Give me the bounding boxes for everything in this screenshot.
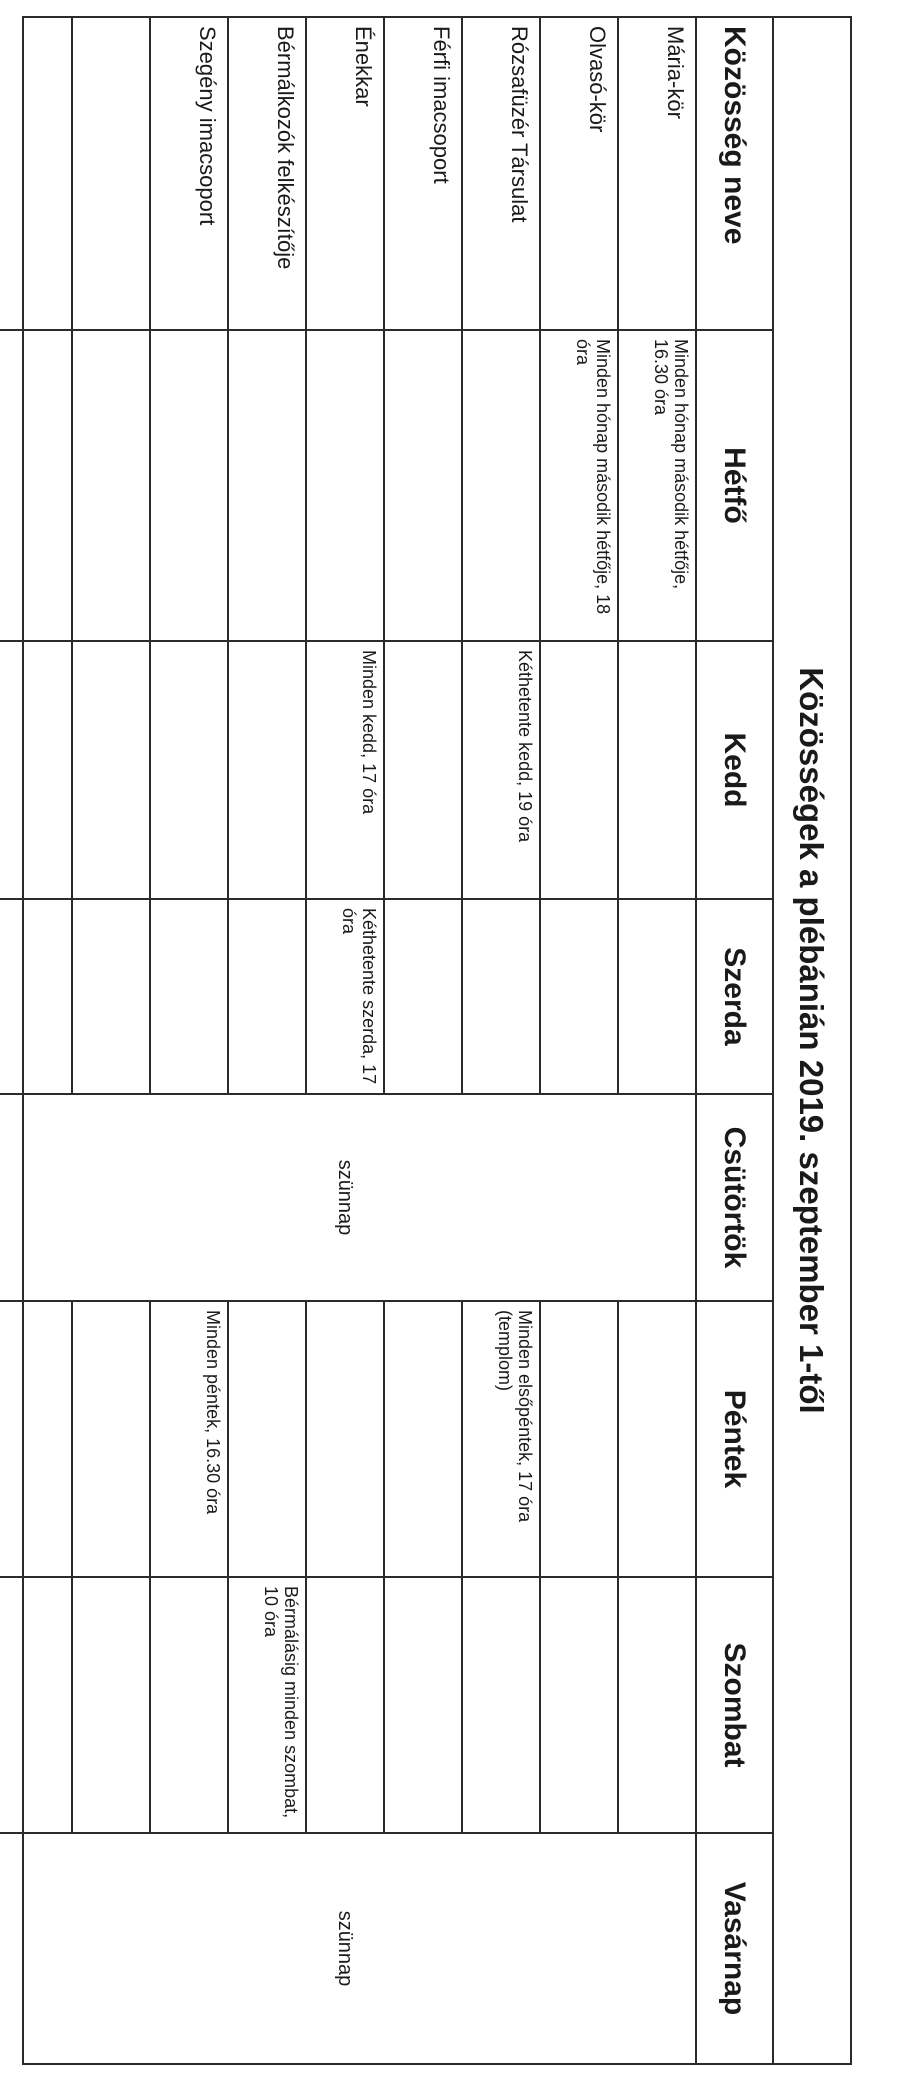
- community-name: Énekkar: [306, 18, 384, 330]
- table-row: [150, 18, 228, 2063]
- cell-wednesday: [384, 899, 462, 1094]
- community-name: Szegény imacsoport: [150, 18, 228, 330]
- cell-tuesday: [150, 641, 228, 899]
- community-name: Mária-kör: [618, 18, 696, 330]
- cell-wednesday: [228, 899, 306, 1094]
- cell-wednesday: [150, 899, 228, 1094]
- header-tuesday: Kedd: [696, 641, 772, 899]
- table-row: [462, 18, 540, 2063]
- header-thursday: Csütörtök: [696, 1094, 772, 1301]
- cell-saturday: [150, 1577, 228, 1833]
- page-title: Közösségek a plébánián 2019. szeptember 1-től: [772, 18, 850, 2063]
- cell-monday: [462, 330, 540, 641]
- cell-tuesday: Kéthetente kedd, 19 óra: [462, 641, 540, 899]
- cell-tuesday: [618, 641, 696, 899]
- table-row: [618, 18, 696, 2063]
- cell-wednesday: [618, 899, 696, 1094]
- cell-friday: [540, 1301, 618, 1577]
- cell-friday: [384, 1301, 462, 1577]
- table-row: [0, 18, 72, 2063]
- cell-saturday: Bérmálásig minden szombat, 10 óra: [228, 1577, 306, 1833]
- table-row: [72, 18, 150, 2063]
- community-name: Férfi imacsoport: [384, 18, 462, 330]
- schedule-table: [0, 18, 772, 2063]
- cell-friday: Minden elsőpéntek, 17 óra (templom): [462, 1301, 540, 1577]
- cell-monday: [0, 330, 72, 641]
- header-friday: Péntek: [696, 1301, 772, 1577]
- header-monday: Hétfő: [696, 330, 772, 641]
- table-row: [384, 18, 462, 2063]
- community-name: [72, 18, 150, 330]
- cell-saturday: [618, 1577, 696, 1833]
- table-row: [540, 18, 618, 2063]
- header-community-name: Közösség neve: [696, 18, 772, 330]
- cell-saturday: [384, 1577, 462, 1833]
- header-saturday: Szombat: [696, 1577, 772, 1833]
- cell-tuesday: [72, 641, 150, 899]
- table-row: [306, 18, 384, 2063]
- cell-saturday: [306, 1577, 384, 1833]
- community-name: Rózsafüzér Társulat: [462, 18, 540, 330]
- cell-wednesday: [540, 899, 618, 1094]
- table-row: [228, 18, 306, 2063]
- cell-monday: Minden hónap második hétfője, 18 óra: [540, 330, 618, 641]
- cell-saturday: [462, 1577, 540, 1833]
- cell-tuesday: [228, 641, 306, 899]
- header-sunday: Vasárnap: [696, 1833, 772, 2063]
- cell-friday: Minden péntek, 16.30 óra: [150, 1301, 228, 1577]
- schedule-sheet: [22, 16, 852, 2065]
- cell-monday: [150, 330, 228, 641]
- cell-friday: [306, 1301, 384, 1577]
- cell-saturday: [540, 1577, 618, 1833]
- cell-tuesday: [540, 641, 618, 899]
- sunday-closed: szünnap: [0, 1833, 696, 2063]
- community-name: [0, 18, 72, 330]
- cell-friday: [228, 1301, 306, 1577]
- cell-monday: [306, 330, 384, 641]
- cell-wednesday: Kéthetente szerda, 17 óra: [306, 899, 384, 1094]
- cell-wednesday: [0, 899, 72, 1094]
- cell-monday: [384, 330, 462, 641]
- cell-friday: [0, 1301, 72, 1577]
- cell-tuesday: [0, 641, 72, 899]
- cell-monday: [72, 330, 150, 641]
- cell-saturday: [0, 1577, 72, 1833]
- cell-tuesday: [384, 641, 462, 899]
- cell-friday: [618, 1301, 696, 1577]
- cell-saturday: [72, 1577, 150, 1833]
- header-wednesday: Szerda: [696, 899, 772, 1094]
- cell-tuesday: Minden kedd, 17 óra: [306, 641, 384, 899]
- community-name: Bérmálkozók felkészítője: [228, 18, 306, 330]
- thursday-closed: szünnap: [0, 1094, 696, 1301]
- cell-wednesday: [462, 899, 540, 1094]
- community-name: Olvasó-kör: [540, 18, 618, 330]
- cell-monday: [228, 330, 306, 641]
- header-row: [696, 18, 772, 2063]
- cell-friday: [72, 1301, 150, 1577]
- cell-monday: Minden hónap második hétfője, 16.30 óra: [618, 330, 696, 641]
- cell-wednesday: [72, 899, 150, 1094]
